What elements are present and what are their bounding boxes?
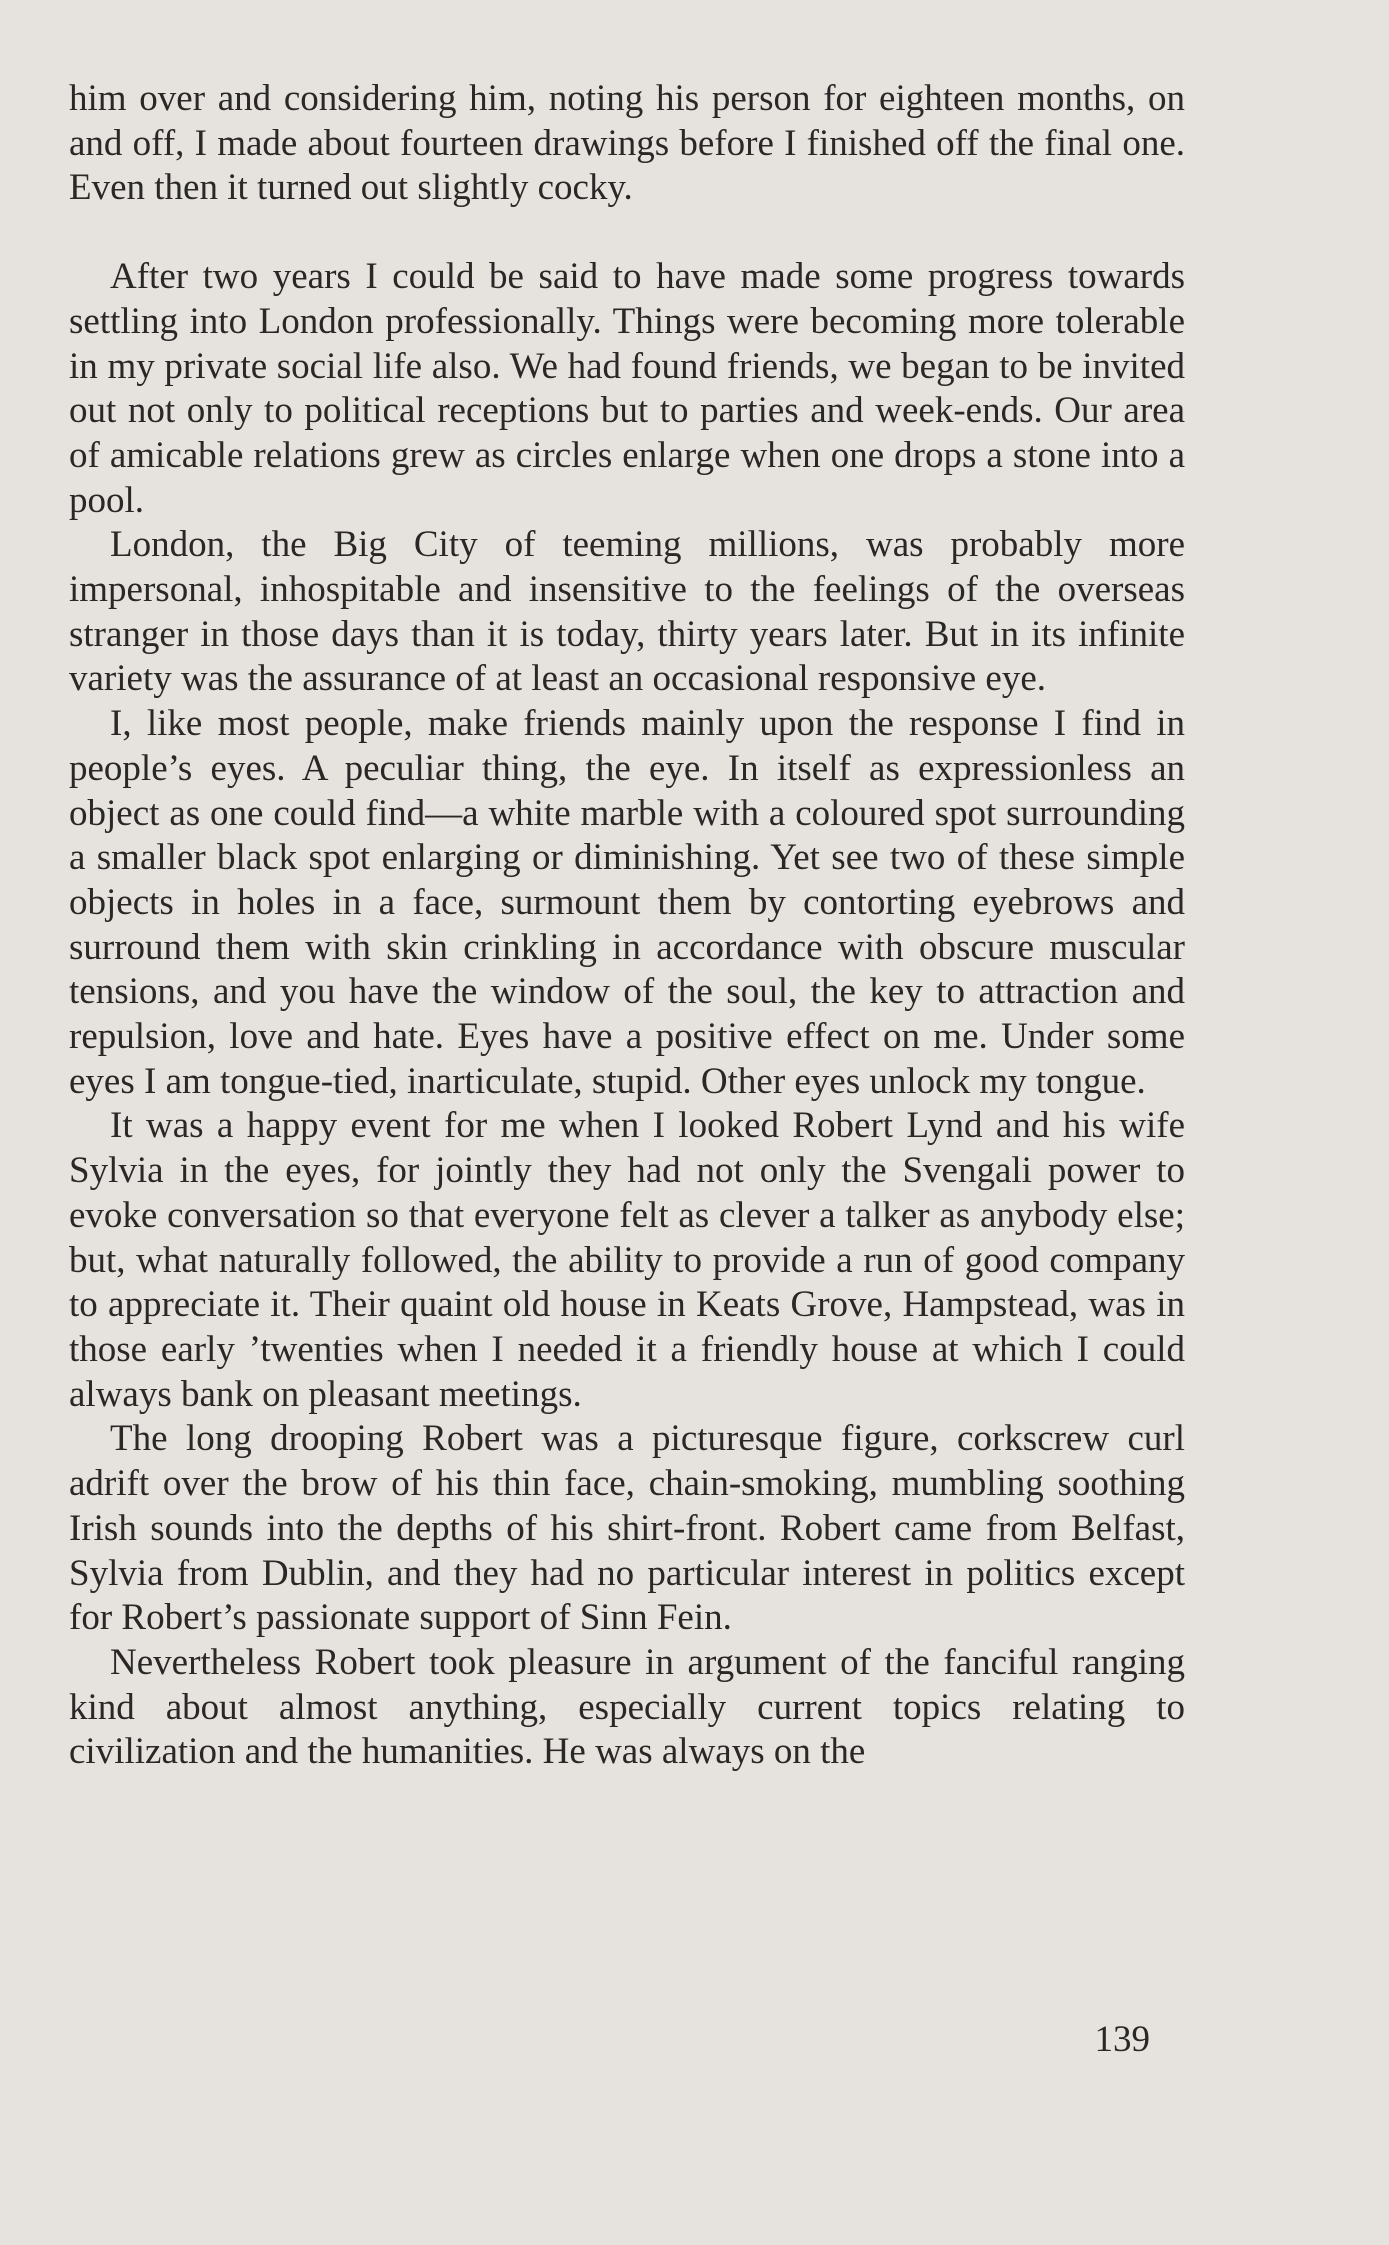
body-text xyxy=(69,77,1185,1775)
paragraph: I, like most people, make friends mainly upon the response I find in people’s eyes. A peculiar thing, the eye. In itself as expressionless an object as one could find—a white marble with a coloured spot surrounding a smaller black spot enlarging or diminishing. Yet see two of these simple objects in holes in a face, surmount them by contorting eyebrows and surround them with skin crinkling in accordance with obscure muscular tensions, and you have the window of the soul, the key to attraction and repulsion, love and hate. Eyes have a positive effect on me. Under some eyes I am tongue-tied, inarticulate, stupid. Other eyes unlock my tongue. xyxy=(69,703,1185,1102)
paragraph: London, the Big City of teeming millions, was probably more impersonal, inhospitable and insensitive to the feelings of the overseas stranger in those days than it is today, thirty years later. But in its infinite variety was the assurance of at least an occasional responsive eye. xyxy=(69,524,1185,700)
page-number: 139 xyxy=(1094,2019,1150,2060)
paragraph-continuation: him over and considering him, noting his person for eighteen months, on and off, I made about fourteen drawings before I finished off the final one. Even then it turned out slightly cocky. xyxy=(69,78,1185,209)
paragraph: Nevertheless Robert took pleasure in argument of the fanciful ranging kind about almost anything, especially current topics relating to civilization and the humanities. He was always on the xyxy=(69,1641,1185,1773)
paragraph: It was a happy event for me when I looked Robert Lynd and his wife Sylvia in the eyes, for jointly they had not only the Svengali power to evoke conversation so that everyone felt as clever a talker as anybody else; but, what naturally followed, the ability to provide a run of good company to appreciate it. Their quaint old house in Keats Grove, Hampstead, was in those early ’twenties when I needed it a friendly house at which I could always bank on pleasant meetings. xyxy=(69,1105,1185,1415)
paragraph: The long drooping Robert was a picturesque figure, corkscrew curl adrift over the brow of his thin face, chain-smoking, mumbling soothing Irish sounds into the depths of his shirt-front. Robert came from Belfast, Sylvia from Dublin, and they had no particular interest in politics except for Robert’s passionate support of Sinn Fein. xyxy=(69,1418,1185,1639)
paragraph: After two years I could be said to have made some progress towards settling into London professionally. Things were becoming more tolerable in my private social life also. We had found friends, we began to be invited out not only to political receptions but to parties and week-ends. Our area of amicable relations grew as circles enlarge when one drops a stone into a pool. xyxy=(69,256,1185,521)
